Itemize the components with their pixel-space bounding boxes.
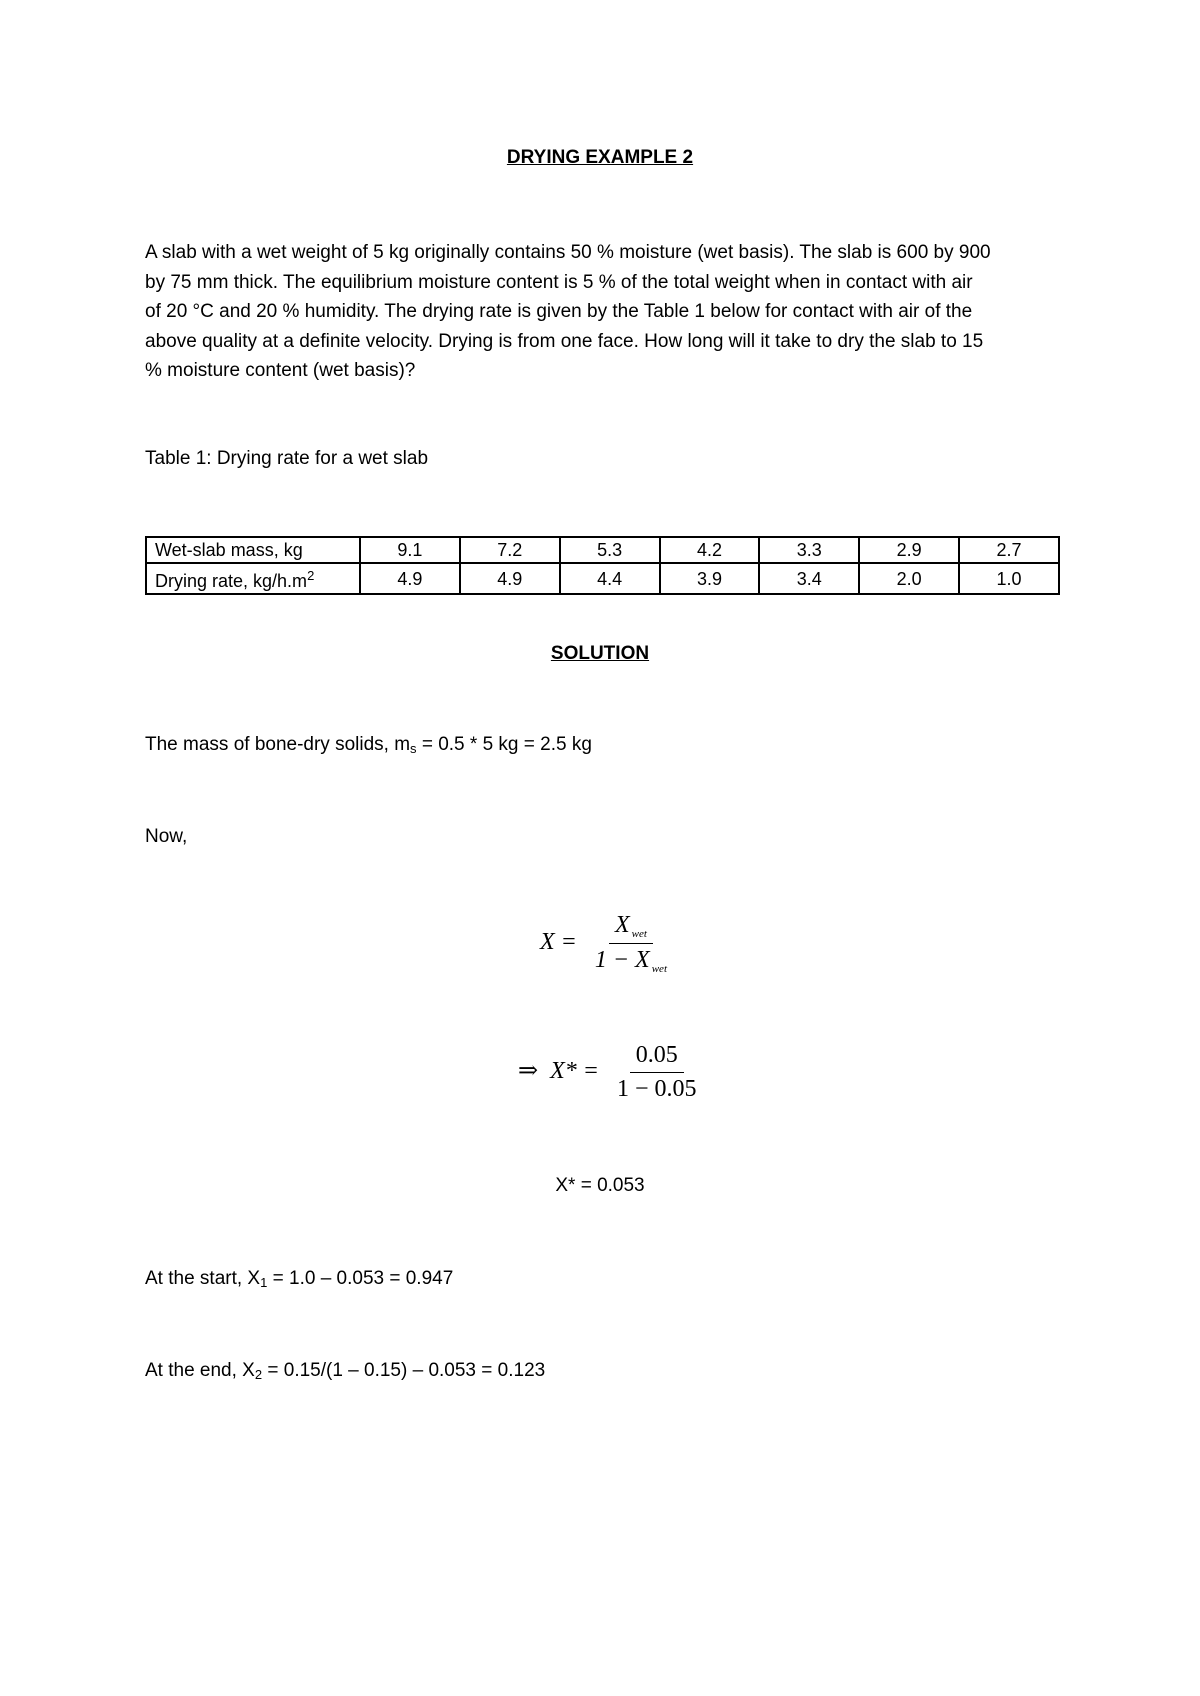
table-caption: Table 1: Drying rate for a wet slab xyxy=(145,448,429,469)
solution-heading: SOLUTION xyxy=(550,643,650,664)
start-suffix: = 1.0 – 0.053 = 0.947 xyxy=(267,1268,454,1289)
equilibrium-result: X* = 0.053 xyxy=(555,1175,645,1196)
eq2-fraction xyxy=(611,1042,703,1103)
rate-cell: 2.0 xyxy=(859,563,959,594)
mass-cell: 7.2 xyxy=(460,537,560,563)
problem-line: % moisture content (wet basis)? xyxy=(145,360,416,381)
start-subscript: 1 xyxy=(260,1275,268,1290)
rate-cell: 3.4 xyxy=(759,563,859,594)
mass-cell: 3.3 xyxy=(759,537,859,563)
moisture-equation xyxy=(540,912,673,975)
mass-cell: 2.7 xyxy=(959,537,1059,563)
eq2-lhs: ⇒ X* = xyxy=(518,1058,599,1085)
problem-statement xyxy=(145,238,1065,386)
table-row-rate xyxy=(146,563,1059,594)
eq1-denominator xyxy=(589,944,673,975)
end-suffix: = 0.15/(1 – 0.15) – 0.053 = 0.123 xyxy=(262,1360,546,1381)
eq1-fraction xyxy=(589,912,673,975)
equilibrium-equation xyxy=(518,1042,703,1103)
row-label-mass: Wet-slab mass, kg xyxy=(146,537,360,563)
problem-line: of 20 °C and 20 % humidity. The drying rate is given by the Table 1 below for contact with air of the xyxy=(145,301,973,322)
eq1-den-text: 1 − X xyxy=(594,947,650,973)
end-subscript: 2 xyxy=(254,1367,263,1382)
drying-rate-table xyxy=(145,536,1060,595)
eq1-num-sub: wet xyxy=(631,928,647,940)
mass-cell: 4.2 xyxy=(660,537,760,563)
table-row-mass xyxy=(146,537,1059,563)
end-prefix: At the end, X xyxy=(145,1360,255,1381)
eq1-numerator xyxy=(609,912,653,944)
solids-subscript: s xyxy=(410,741,417,756)
problem-line: by 75 mm thick. The equilibrium moisture content is 5 % of the total weight when in contact with air xyxy=(145,271,973,293)
eq2-numerator: 0.05 xyxy=(630,1042,684,1073)
solids-prefix: The mass of bone-dry solids, m xyxy=(145,734,411,755)
eq2-denominator: 1 − 0.05 xyxy=(616,1076,697,1102)
rate-label-text: Drying rate, kg/h.m xyxy=(155,571,308,591)
rate-cell: 4.9 xyxy=(460,563,560,594)
start-prefix: At the start, X xyxy=(145,1268,261,1289)
problem-line: above quality at a definite velocity. Drying is from one face. How long will it take to dry the slab to 15 xyxy=(145,330,984,352)
eq1-lhs: X = xyxy=(540,929,577,956)
start-moisture-line xyxy=(145,1268,453,1290)
mass-cell: 2.9 xyxy=(859,537,959,563)
now-text: Now, xyxy=(145,826,188,847)
solids-mass-line xyxy=(145,734,592,756)
page-title: DRYING EXAMPLE 2 xyxy=(506,147,694,168)
rate-label-superscript: 2 xyxy=(307,568,315,583)
eq1-den-sub: wet xyxy=(651,963,667,975)
rate-cell: 3.9 xyxy=(660,563,760,594)
problem-line: A slab with a wet weight of 5 kg originally contains 50 % moisture (wet basis). The slab is 600 by 900 xyxy=(145,242,991,263)
rate-cell: 4.4 xyxy=(560,563,660,594)
solids-suffix: = 0.5 * 5 kg = 2.5 kg xyxy=(416,734,592,755)
mass-cell: 9.1 xyxy=(360,537,460,563)
row-label-rate xyxy=(146,563,360,594)
rate-cell: 1.0 xyxy=(959,563,1059,594)
rate-cell: 4.9 xyxy=(360,563,460,594)
end-moisture-line xyxy=(145,1360,545,1382)
mass-cell: 5.3 xyxy=(560,537,660,563)
eq1-num-var: X xyxy=(614,912,630,938)
